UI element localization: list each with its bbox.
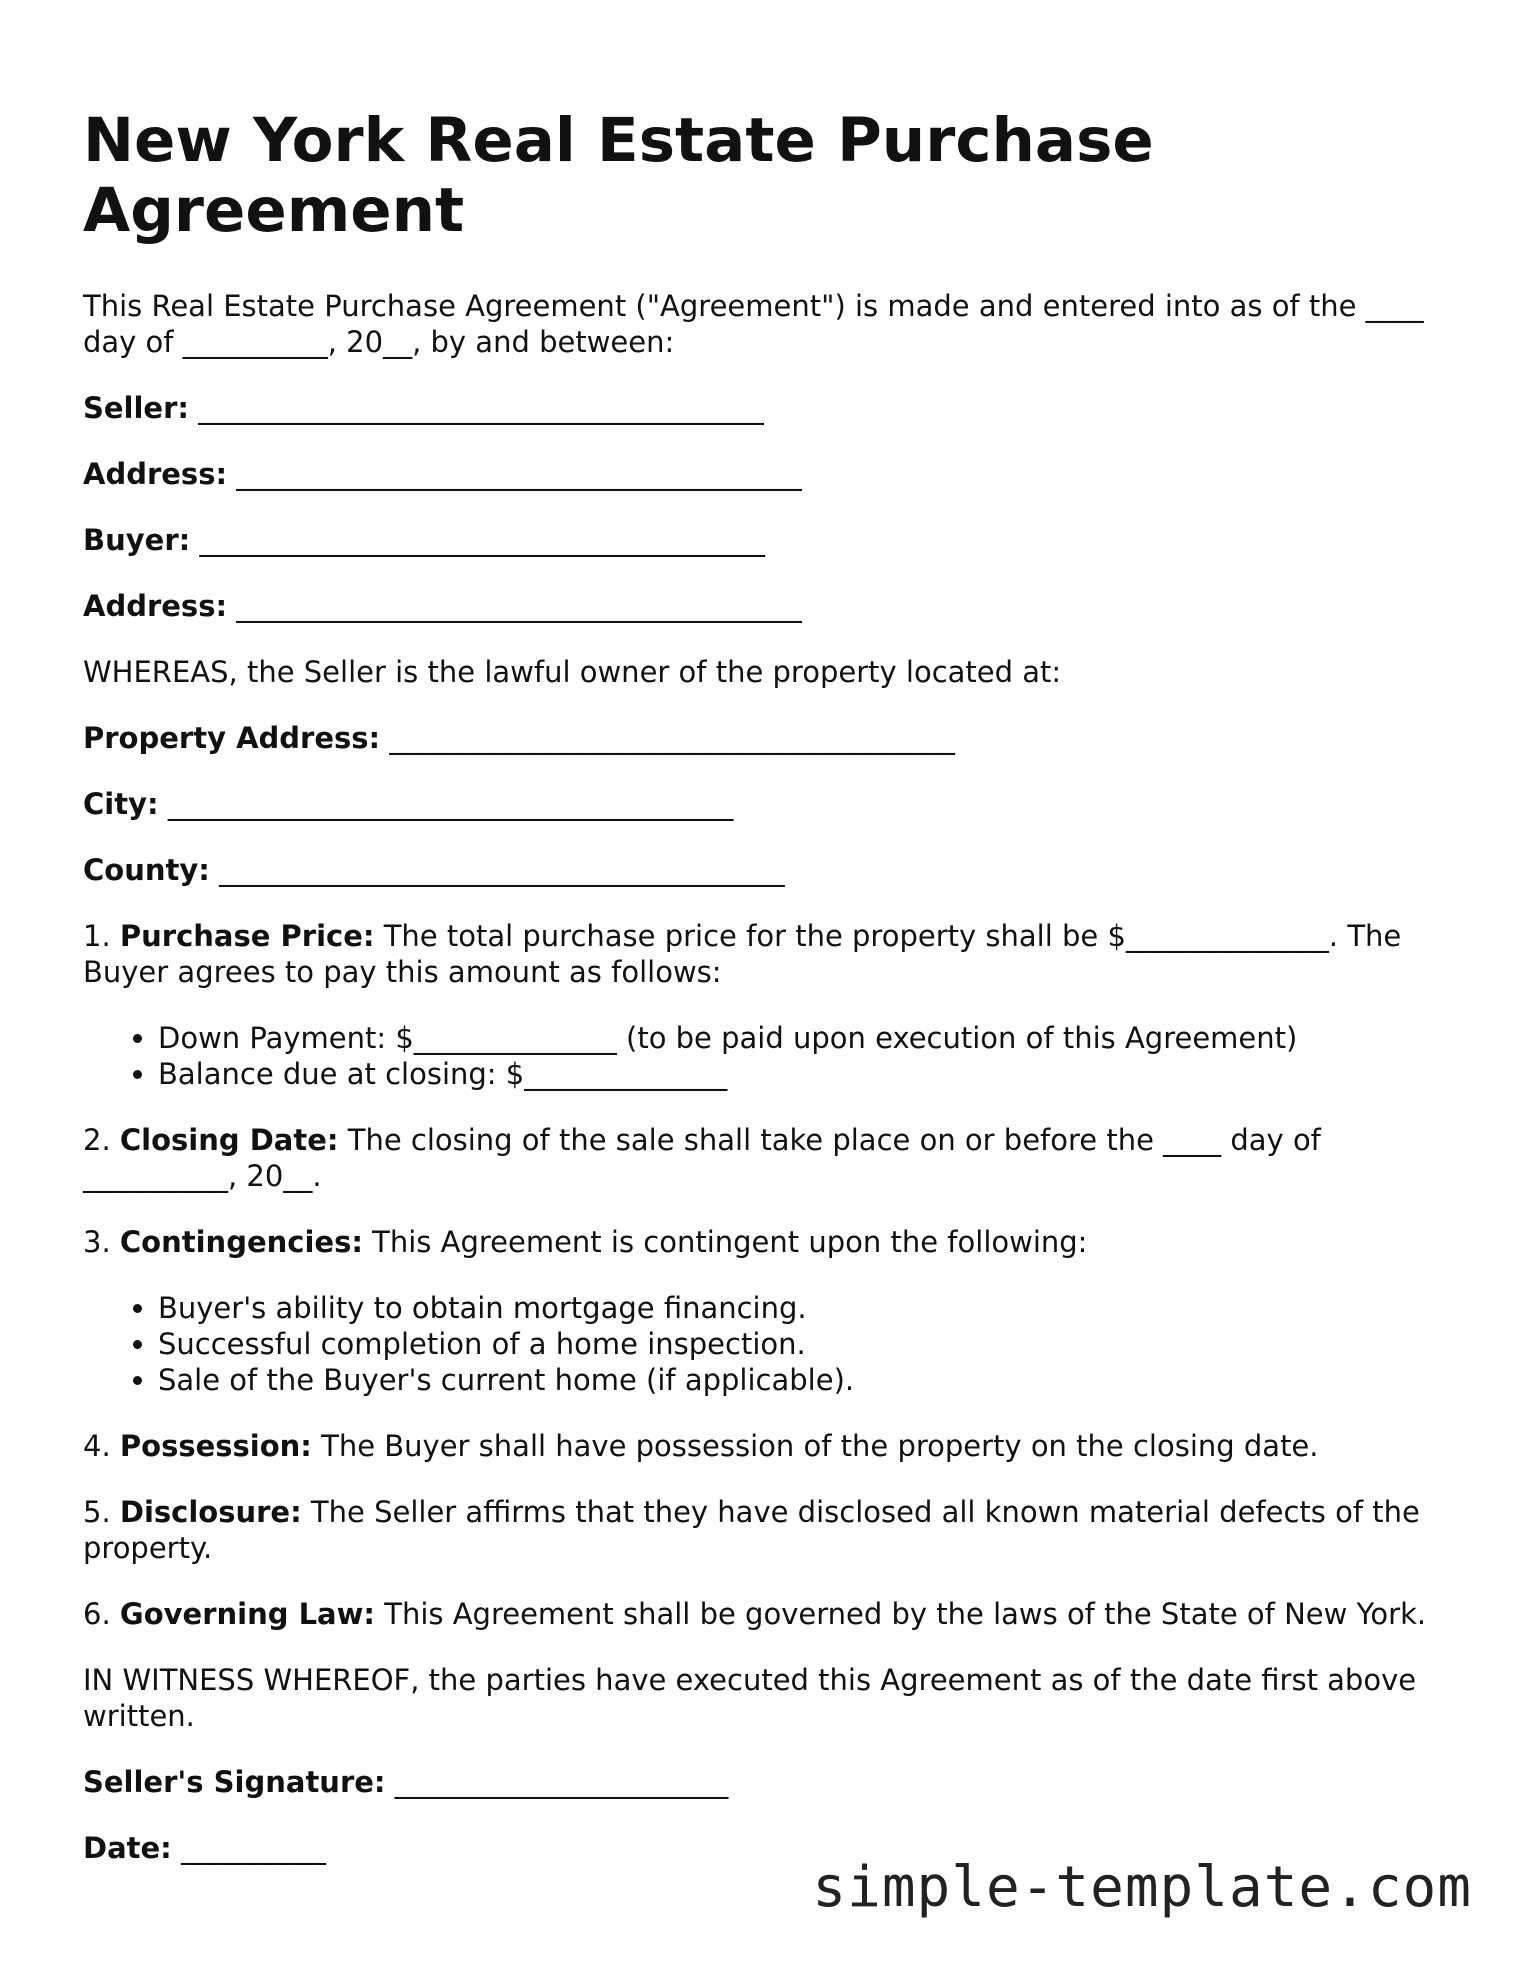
section-purchase-price bbox=[83, 918, 1453, 990]
section-heading: Contingencies: bbox=[119, 1225, 363, 1259]
intro-paragraph: This Real Estate Purchase Agreement ("Agreement") is made and entered into as of the ____ day of __________, 20__, by and between: bbox=[83, 289, 1424, 359]
seller-address-field[interactable] bbox=[83, 456, 1453, 492]
list-item: • Down Payment: $______________ (to be paid upon execution of this Agreement) bbox=[158, 1020, 1453, 1056]
document bbox=[83, 106, 1453, 1896]
witness-paragraph: IN WITNESS WHEREOF, the parties have executed this Agreement as of the date first above written. bbox=[83, 1663, 1417, 1733]
contingencies-list bbox=[83, 1290, 1453, 1398]
section-number: 4. bbox=[83, 1429, 111, 1463]
section-text: The total purchase price for the property shall be $______________. The Buyer agrees to pay this amount as follows: bbox=[83, 919, 1402, 989]
seller-address-label: Address: bbox=[83, 457, 228, 491]
list-item: • Sale of the Buyer's current home (if applicable). bbox=[158, 1362, 1453, 1398]
county-blank[interactable]: _______________________________________ bbox=[219, 853, 785, 887]
section-possession bbox=[83, 1428, 1453, 1464]
date-label: Date: bbox=[83, 1831, 172, 1865]
section-text: The Seller affirms that they have disclosed all known material defects of the property. bbox=[83, 1495, 1420, 1565]
section-disclosure bbox=[83, 1494, 1453, 1566]
property-address-blank[interactable]: _______________________________________ bbox=[389, 721, 955, 755]
section-number: 3. bbox=[83, 1225, 111, 1259]
section-text: The Buyer shall have possession of the property on the closing date. bbox=[321, 1429, 1319, 1463]
section-heading: Possession: bbox=[119, 1429, 312, 1463]
seller-label: Seller: bbox=[83, 391, 190, 425]
section-governing-law bbox=[83, 1596, 1453, 1632]
section-number: 1. bbox=[83, 919, 111, 953]
section-text: This Agreement shall be governed by the laws of the State of New York. bbox=[384, 1597, 1427, 1631]
section-closing-date bbox=[83, 1122, 1453, 1194]
property-address-label: Property Address: bbox=[83, 721, 381, 755]
buyer-blank[interactable]: _______________________________________ bbox=[199, 523, 765, 557]
seller-address-blank[interactable]: _______________________________________ bbox=[236, 457, 802, 491]
section-heading: Governing Law: bbox=[119, 1597, 376, 1631]
section-text: This Agreement is contingent upon the following: bbox=[372, 1225, 1088, 1259]
buyer-address-field[interactable] bbox=[83, 588, 1453, 624]
seller-blank[interactable]: _______________________________________ bbox=[198, 391, 764, 425]
city-blank[interactable]: _______________________________________ bbox=[167, 787, 734, 821]
section-heading: Disclosure: bbox=[119, 1495, 302, 1529]
seller-signature-blank[interactable]: _______________________ bbox=[394, 1765, 729, 1799]
section-number: 6. bbox=[83, 1597, 111, 1631]
seller-field[interactable] bbox=[83, 390, 1453, 426]
section-contingencies bbox=[83, 1224, 1453, 1260]
seller-signature-field[interactable] bbox=[83, 1764, 1453, 1800]
section-heading: Purchase Price: bbox=[119, 919, 375, 953]
section-number: 2. bbox=[83, 1123, 111, 1157]
purchase-price-list bbox=[83, 1020, 1453, 1092]
section-number: 5. bbox=[83, 1495, 111, 1529]
section-text: The closing of the sale shall take place on or before the ____ day of __________, 20__. bbox=[83, 1123, 1321, 1193]
list-item: • Successful completion of a home inspection. bbox=[158, 1326, 1453, 1362]
whereas-paragraph: WHEREAS, the Seller is the lawful owner of the property located at: bbox=[83, 655, 1062, 689]
list-item: • Balance due at closing: $______________ bbox=[158, 1056, 1453, 1092]
seller-signature-label: Seller's Signature: bbox=[83, 1765, 386, 1799]
buyer-address-blank[interactable]: _______________________________________ bbox=[236, 589, 802, 623]
date-blank[interactable]: __________ bbox=[181, 1831, 326, 1865]
watermark: simple-template.com bbox=[812, 1855, 1472, 1920]
list-item: • Buyer's ability to obtain mortgage financing. bbox=[158, 1290, 1453, 1326]
property-address-field[interactable] bbox=[83, 720, 1453, 756]
county-field[interactable] bbox=[83, 852, 1453, 888]
buyer-address-label: Address: bbox=[83, 589, 228, 623]
document-title: New York Real Estate Purchase Agreement bbox=[83, 105, 1154, 246]
buyer-label: Buyer: bbox=[83, 523, 191, 557]
county-label: County: bbox=[83, 853, 210, 887]
section-heading: Closing Date: bbox=[119, 1123, 339, 1157]
city-field[interactable] bbox=[83, 786, 1453, 822]
buyer-field[interactable] bbox=[83, 522, 1453, 558]
city-label: City: bbox=[83, 787, 159, 821]
